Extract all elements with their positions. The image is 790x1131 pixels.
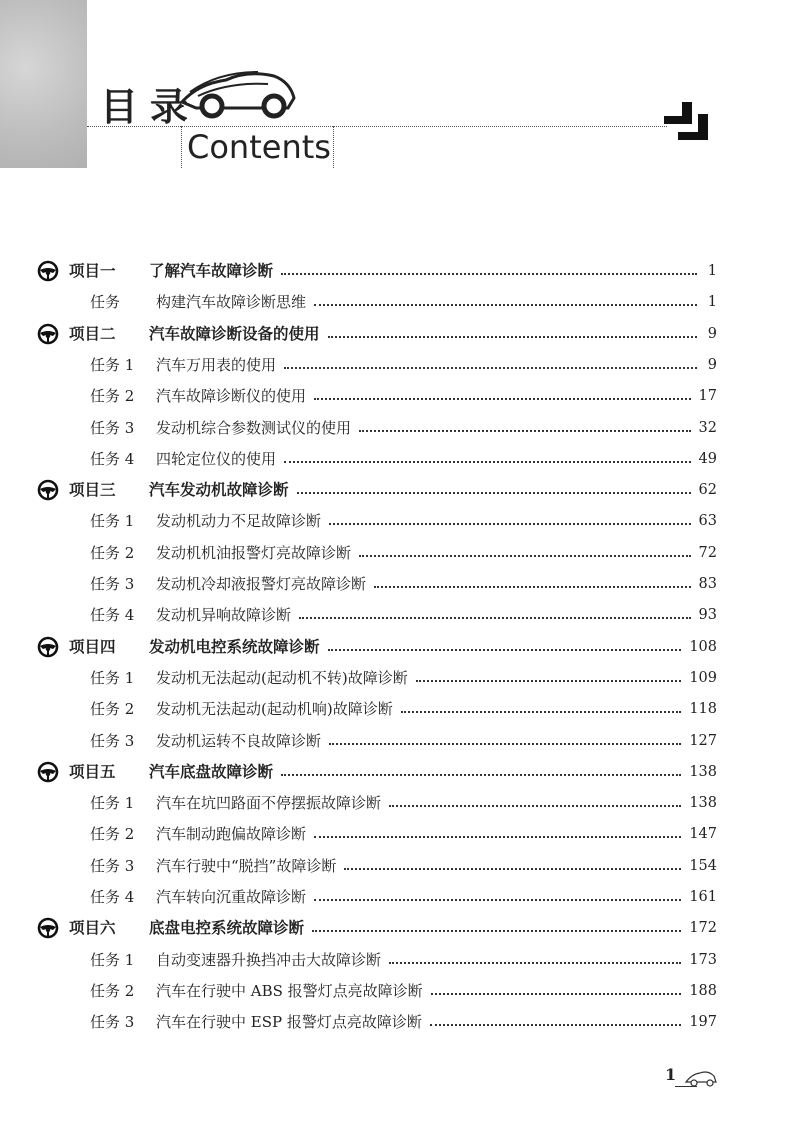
toc-entry-title: 汽车故障诊断设备的使用	[149, 325, 320, 343]
toc-entry-title: 发动机无法起动(起动机不转)故障诊断	[156, 669, 408, 687]
dot-leader	[431, 993, 682, 995]
toc-entry-label: 项目五	[69, 763, 116, 781]
toc-entry-title: 发动机无法起动(起动机响)故障诊断	[156, 700, 393, 718]
toc-entry-title: 汽车转向沉重故障诊断	[156, 888, 307, 906]
toc-entry-title: 汽车发动机故障诊断	[149, 481, 289, 499]
toc-project-row[interactable]	[37, 258, 717, 284]
toc-page-number: 9	[707, 326, 717, 342]
dot-leader	[416, 680, 682, 682]
toc-entry-label: 任务 3	[90, 419, 135, 437]
dot-leader	[359, 430, 691, 432]
toc-project-row[interactable]	[37, 321, 717, 347]
toc-entry-label: 任务 2	[90, 825, 135, 843]
toc-project-row[interactable]	[37, 477, 717, 503]
toc-page-number: 118	[689, 701, 717, 717]
toc-entry-title: 发动机综合参数测试仪的使用	[156, 419, 352, 437]
dot-leader	[344, 868, 681, 870]
toc-entry-label: 项目四	[69, 638, 116, 656]
toc-task-row[interactable]	[90, 978, 717, 1004]
dot-leader	[312, 930, 681, 932]
toc-entry-title: 发动机运转不良故障诊断	[156, 732, 322, 750]
toc-entry-label: 任务 4	[90, 450, 135, 468]
toc-entry-label: 任务 2	[90, 544, 135, 562]
steering-wheel-icon	[37, 917, 59, 939]
toc-entry-label: 项目三	[69, 481, 116, 499]
toc-page-number: 63	[698, 513, 717, 529]
toc-entry-label: 项目六	[69, 919, 116, 937]
toc-page-number: 72	[698, 545, 717, 561]
toc-task-row[interactable]	[90, 853, 717, 879]
dot-leader	[314, 304, 697, 306]
toc-task-row[interactable]	[90, 728, 717, 754]
toc-entry-label: 任务 3	[90, 1013, 135, 1031]
toc-entry-label: 任务 1	[90, 794, 135, 812]
toc-entry-label: 任务 1	[90, 669, 135, 687]
dot-leader	[314, 899, 681, 901]
toc-task-row[interactable]	[90, 508, 717, 534]
toc-entry-label: 任务 2	[90, 387, 135, 405]
toc-task-row[interactable]	[90, 415, 717, 441]
toc-entry-label: 项目一	[69, 262, 116, 280]
toc-entry-title: 汽车底盘故障诊断	[149, 763, 274, 781]
toc-page-number: 154	[689, 858, 717, 874]
toc-task-row[interactable]	[90, 884, 717, 910]
toc-entry-label: 任务 4	[90, 606, 135, 624]
toc-entry-title: 汽车在行驶中 ABS 报警灯点亮故障诊断	[156, 982, 423, 1000]
toc-entry-label: 任务 2	[90, 982, 135, 1000]
folio-car-icon	[684, 1068, 718, 1088]
dot-leader	[329, 523, 691, 525]
toc-entry-title: 四轮定位仪的使用	[156, 450, 277, 468]
toc-project-row[interactable]	[37, 759, 717, 785]
toc-page-number: 173	[689, 952, 717, 968]
toc-task-row[interactable]	[90, 446, 717, 472]
dot-leader	[328, 336, 697, 338]
toc-entry-title: 汽车行驶中“脱挡”故障诊断	[156, 857, 337, 875]
toc-task-row[interactable]	[90, 696, 717, 722]
toc-task-row[interactable]	[90, 821, 717, 847]
toc-entry-title: 发动机动力不足故障诊断	[156, 512, 322, 530]
toc-entry-title: 汽车在坑凹路面不停摆振故障诊断	[156, 794, 382, 812]
toc-page-number: 93	[698, 607, 717, 623]
toc-entry-label: 任务 4	[90, 888, 135, 906]
dot-leader	[314, 398, 691, 400]
toc-page-number: 17	[698, 388, 717, 404]
dot-leader	[401, 711, 682, 713]
toc-entry-title: 发动机机油报警灯亮故障诊断	[156, 544, 352, 562]
dot-leader	[281, 273, 697, 275]
dot-leader	[284, 367, 697, 369]
page-title-en: Contents	[187, 128, 331, 166]
toc-entry-label: 任务 3	[90, 732, 135, 750]
dot-leader	[329, 743, 681, 745]
toc-task-row[interactable]	[90, 1009, 717, 1035]
toc-task-row[interactable]	[90, 352, 717, 378]
toc-entry-title: 底盘电控系统故障诊断	[149, 919, 305, 937]
toc-page-number: 108	[689, 639, 717, 655]
toc-page-number: 147	[689, 826, 717, 842]
dot-leader	[284, 461, 691, 463]
dot-leader	[374, 586, 691, 588]
toc-entry-label: 任务 3	[90, 857, 135, 875]
toc-entry-title: 汽车故障诊断仪的使用	[156, 387, 307, 405]
toc-project-row[interactable]	[37, 634, 717, 660]
page-title-cn: 目录	[100, 85, 201, 129]
toc-task-row[interactable]	[90, 947, 717, 973]
toc-page-number: 188	[689, 983, 717, 999]
dot-leader	[299, 617, 691, 619]
page-number: 1	[665, 1065, 677, 1084]
toc-entry-title: 发动机电控系统故障诊断	[149, 638, 320, 656]
toc-entry-label: 任务 3	[90, 575, 135, 593]
toc-entry-title: 发动机冷却液报警灯亮故障诊断	[156, 575, 367, 593]
toc-entry-title: 汽车万用表的使用	[156, 356, 277, 374]
toc-entry-label: 任务	[90, 293, 121, 311]
toc-page-number: 49	[698, 451, 717, 467]
steering-wheel-icon	[37, 761, 59, 783]
toc-entry-title: 汽车制动跑偏故障诊断	[156, 825, 307, 843]
dot-leader	[389, 805, 681, 807]
dot-leader	[359, 555, 691, 557]
toc-project-row[interactable]	[37, 915, 717, 941]
toc-page-number: 83	[698, 576, 717, 592]
toc-task-row[interactable]	[90, 540, 717, 566]
dot-leader	[314, 836, 681, 838]
toc-entry-label: 任务 1	[90, 356, 135, 374]
toc-entry-label: 项目二	[69, 325, 116, 343]
toc-page-number: 62	[698, 482, 717, 498]
dot-leader	[430, 1024, 681, 1026]
toc-page-number: 138	[689, 795, 717, 811]
toc-page-number: 161	[689, 889, 717, 905]
steering-wheel-icon	[37, 260, 59, 282]
toc-task-row[interactable]	[90, 602, 717, 628]
toc-entry-title: 发动机异响故障诊断	[156, 606, 292, 624]
dot-leader	[328, 649, 682, 651]
toc-entry-title: 构建汽车故障诊断思维	[156, 293, 307, 311]
toc-page-number: 138	[689, 764, 717, 780]
toc-task-row[interactable]	[90, 383, 717, 409]
toc-page-number: 172	[689, 920, 717, 936]
toc-task-row[interactable]	[90, 571, 717, 597]
toc-page-number: 32	[698, 420, 717, 436]
steering-wheel-icon	[37, 636, 59, 658]
toc-page-number: 1	[707, 294, 717, 310]
toc-entry-label: 任务 2	[90, 700, 135, 718]
dot-leader	[297, 492, 691, 494]
toc-entry-title: 自动变速器升换挡冲击大故障诊断	[156, 951, 382, 969]
toc-task-row[interactable]	[90, 790, 717, 816]
toc-page-number: 197	[689, 1014, 717, 1030]
toc-entry-label: 任务 1	[90, 951, 135, 969]
toc-page-number: 1	[707, 263, 717, 279]
toc-task-row[interactable]	[90, 289, 717, 315]
dot-leader	[389, 962, 681, 964]
toc-page-number: 109	[689, 670, 717, 686]
toc-entry-title: 汽车在行驶中 ESP 报警灯点亮故障诊断	[156, 1013, 422, 1031]
toc-task-row[interactable]	[90, 665, 717, 691]
steering-wheel-icon	[37, 479, 59, 501]
toc-page-number: 9	[707, 357, 717, 373]
toc-entry-title: 了解汽车故障诊断	[149, 262, 274, 280]
steering-wheel-icon	[37, 323, 59, 345]
dot-leader	[281, 774, 681, 776]
toc-page-number: 127	[689, 733, 717, 749]
toc-entry-label: 任务 1	[90, 512, 135, 530]
